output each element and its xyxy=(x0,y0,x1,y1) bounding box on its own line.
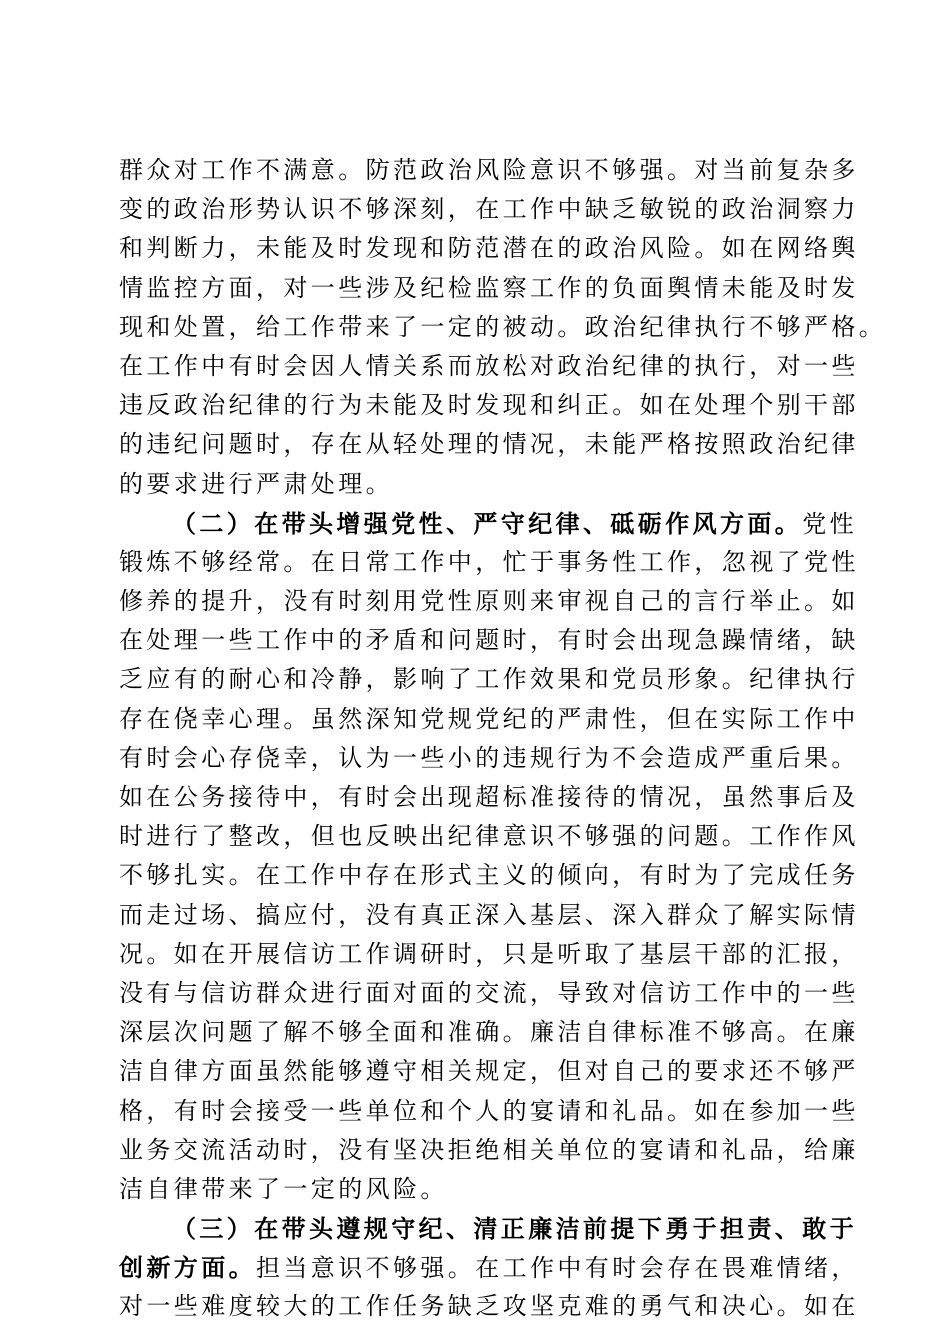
body-line: 违反政治纪律的行为未能及时发现和纠正。如在处理个别干部 xyxy=(119,391,859,420)
body-line: 洁自律方面虽然能够遵守相关规定，但对自己的要求还不够严 xyxy=(119,1057,859,1086)
section-three-heading-line2: 创新方面。 xyxy=(119,1253,256,1283)
body-line: 在处理一些工作中的矛盾和问题时，有时会出现急躁情绪，缺 xyxy=(119,626,859,655)
body-line: 洁自律带来了一定的风险。 xyxy=(119,1174,448,1203)
body-line: 乏应有的耐心和冷静，影响了工作效果和党员形象。纪律执行 xyxy=(119,665,859,694)
body-line: 没有与信访群众进行面对面的交流，导致对信访工作中的一些 xyxy=(119,978,859,1007)
document-body xyxy=(119,151,887,1327)
body-line: 业务交流活动时，没有坚决拒绝相关单位的宴请和礼品，给廉 xyxy=(119,1135,859,1164)
section-three-heading-line1: （三）在带头遵规守纪、清正廉洁前提下勇于担责、敢于 xyxy=(172,1214,857,1244)
body-line: 的违纪问题时，存在从轻处理的情况，未能严格按照政治纪律 xyxy=(119,430,859,459)
body-line: 修养的提升，没有时刻用党性原则来审视自己的言行举止。如 xyxy=(119,587,859,616)
body-line: 而走过场、搞应付，没有真正深入基层、深入群众了解实际情 xyxy=(119,900,859,929)
body-line: 如在公务接待中，有时会出现超标准接待的情况，虽然事后及 xyxy=(119,783,859,811)
section-two-first-line xyxy=(119,504,858,543)
body-line: 存在侥幸心理。虽然深知党规党纪的严肃性，但在实际工作中 xyxy=(119,704,859,733)
body-line: 群众对工作不满意。防范政治风险意识不够强。对当前复杂多 xyxy=(119,156,859,184)
body-line: 和判断力，未能及时发现和防范潜在的政治风险。如在网络舆 xyxy=(119,234,859,263)
body-line: 有时会心存侥幸，认为一些小的违规行为不会造成严重后果。 xyxy=(119,743,859,772)
body-line: 格，有时会接受一些单位和个人的宴请和礼品。如在参加一些 xyxy=(119,1096,859,1125)
body-line: 变的政治形势认识不够深刻，在工作中缺乏敏锐的政治洞察力 xyxy=(119,195,859,224)
body-line: 的要求进行严肃处理。 xyxy=(119,469,393,498)
body-line: 深层次问题了解不够全面和准确。廉洁自律标准不够高。在廉 xyxy=(119,1018,859,1047)
body-line: 在工作中有时会因人情关系而放松对政治纪律的执行，对一些 xyxy=(119,351,859,380)
body-line: 锻炼不够经常。在日常工作中，忙于事务性工作，忽视了党性 xyxy=(119,547,859,576)
section-two-heading: （二）在带头增强党性、严守纪律、砥砺作风方面。 xyxy=(172,508,803,538)
body-line: 对一些难度较大的工作任务缺乏攻坚克难的勇气和决心。如在 xyxy=(119,1292,859,1321)
section-three-heading-line2-wrap xyxy=(119,1248,859,1287)
body-line: 不够扎实。在工作中存在形式主义的倾向，有时为了完成任务 xyxy=(119,861,859,890)
body-line: 况。如在开展信访工作调研时，只是听取了基层干部的汇报， xyxy=(119,939,859,968)
body-line: 情监控方面，对一些涉及纪检监察工作的负面舆情未能及时发 xyxy=(119,273,859,302)
body-line: 现和处置，给工作带来了一定的被动。政治纪律执行不够严格。 xyxy=(119,312,887,341)
section-two-first-line-tail: 党性 xyxy=(802,509,858,538)
body-line: 时进行了整改，但也反映出纪律意识不够强的问题。工作作风 xyxy=(119,822,859,851)
section-three-heading-tail: 担当意识不够强。在工作中有时会存在畏难情绪， xyxy=(256,1254,859,1283)
